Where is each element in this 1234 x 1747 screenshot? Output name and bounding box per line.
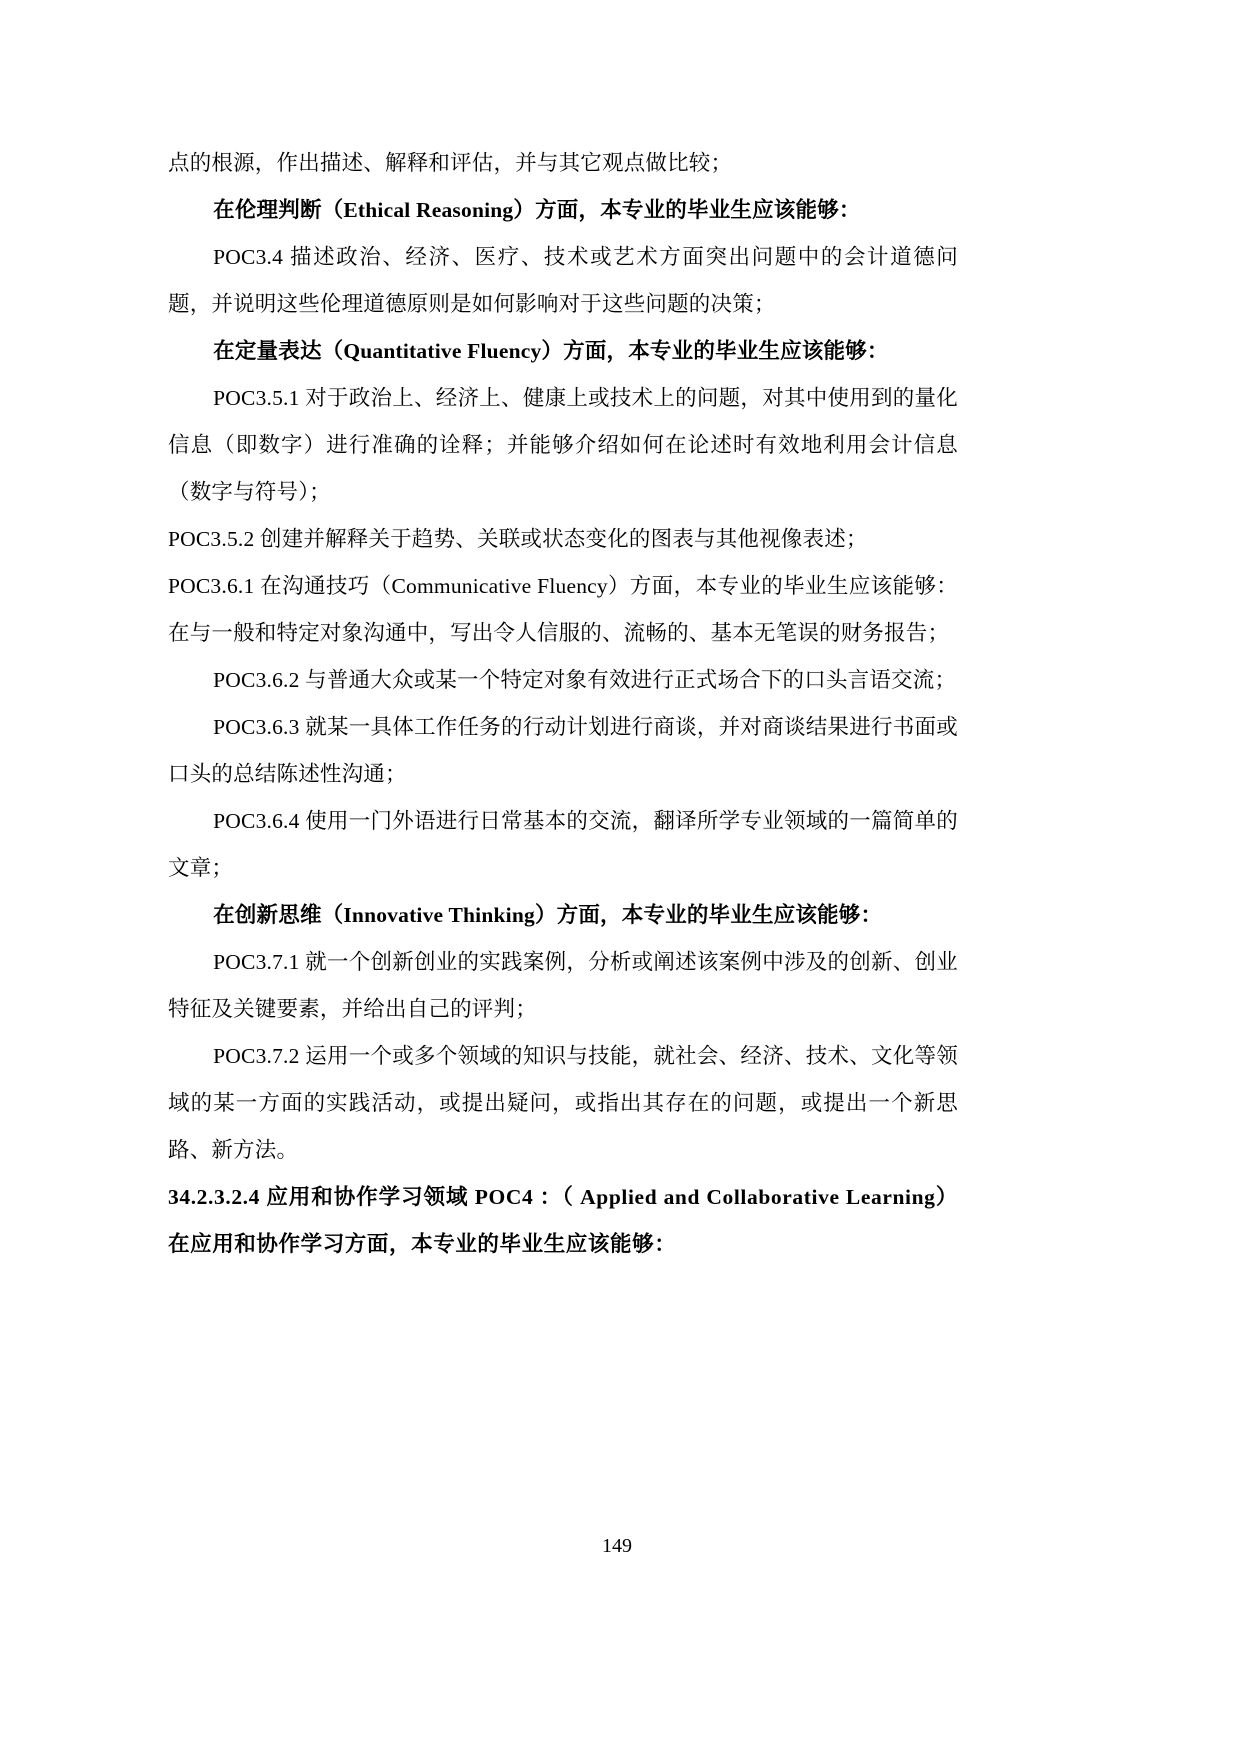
- paragraph-poc3-5-2: POC3.5.2 创建并解释关于趋势、关联或状态变化的图表与其他视像表述；: [168, 527, 868, 551]
- paragraph-quantitative-fluency-heading: 在定量表达（Quantitative Fluency）方面，本专业的毕业生应该能够：: [213, 339, 889, 363]
- page-number: 149: [602, 1535, 632, 1557]
- paragraph-poc3-6-2: POC3.6.2 与普通大众或某一个特定对象有效进行正式场合下的口头言语交流；: [213, 668, 957, 692]
- paragraph-poc3-4: POC3.4 描述政治、经济、医疗、技术或艺术方面突出问题中的会计道德问题，并说明这些伦理道德原则是如何影响对于这些问题的决策；: [168, 245, 958, 316]
- paragraph-poc3-6-1: POC3.6.1 在沟通技巧（Communicative Fluency）方面，本专业的毕业生应该能够： 在与一般和特定对象沟通中，写出令人信服的、流畅的、基本无笔误的财务报告；: [168, 574, 958, 645]
- paragraph-section-heading-34-2-3-2-4: 34.2.3.2.4 应用和协作学习领域 POC4 ：（ Applied and Collaborative Learning）在应用和协作学习方面，本专业的毕业生应该能够：: [168, 1185, 958, 1256]
- paragraph-innovative-thinking-heading: 在创新思维（Innovative Thinking）方面，本专业的毕业生应该能够：: [213, 903, 883, 927]
- paragraph-poc3-7-1: POC3.7.1 就一个创新创业的实践案例，分析或阐述该案例中涉及的创新、创业特征及关键要素，并给出自己的评判；: [168, 950, 958, 1021]
- paragraph-poc3-5-1: POC3.5.1 对于政治上、经济上、健康上或技术上的问题，对其中使用到的量化信息（即数字）进行准确的诠释；并能够介绍如何在论述时有效地利用会计信息（数字与符号）；: [168, 386, 958, 504]
- paragraph-intro-continued: 点的根源，作出描述、解释和评估，并与其它观点做比较；: [168, 151, 733, 175]
- paragraph-poc3-7-2: POC3.7.2 运用一个或多个领域的知识与技能，就社会、经济、技术、文化等领域的某一方面的实践活动，或提出疑问，或指出其存在的问题，或提出一个新思路、新方法。: [168, 1044, 958, 1162]
- page-body: [168, 140, 958, 1268]
- paragraph-ethical-reasoning-heading: 在伦理判断（Ethical Reasoning）方面，本专业的毕业生应该能够：: [213, 198, 861, 222]
- paragraph-poc3-6-3: POC3.6.3 就某一具体工作任务的行动计划进行商谈，并对商谈结果进行书面或口头的总结陈述性沟通；: [168, 715, 958, 786]
- paragraph-poc3-6-4: POC3.6.4 使用一门外语进行日常基本的交流，翻译所学专业领域的一篇简单的文章；: [168, 809, 958, 880]
